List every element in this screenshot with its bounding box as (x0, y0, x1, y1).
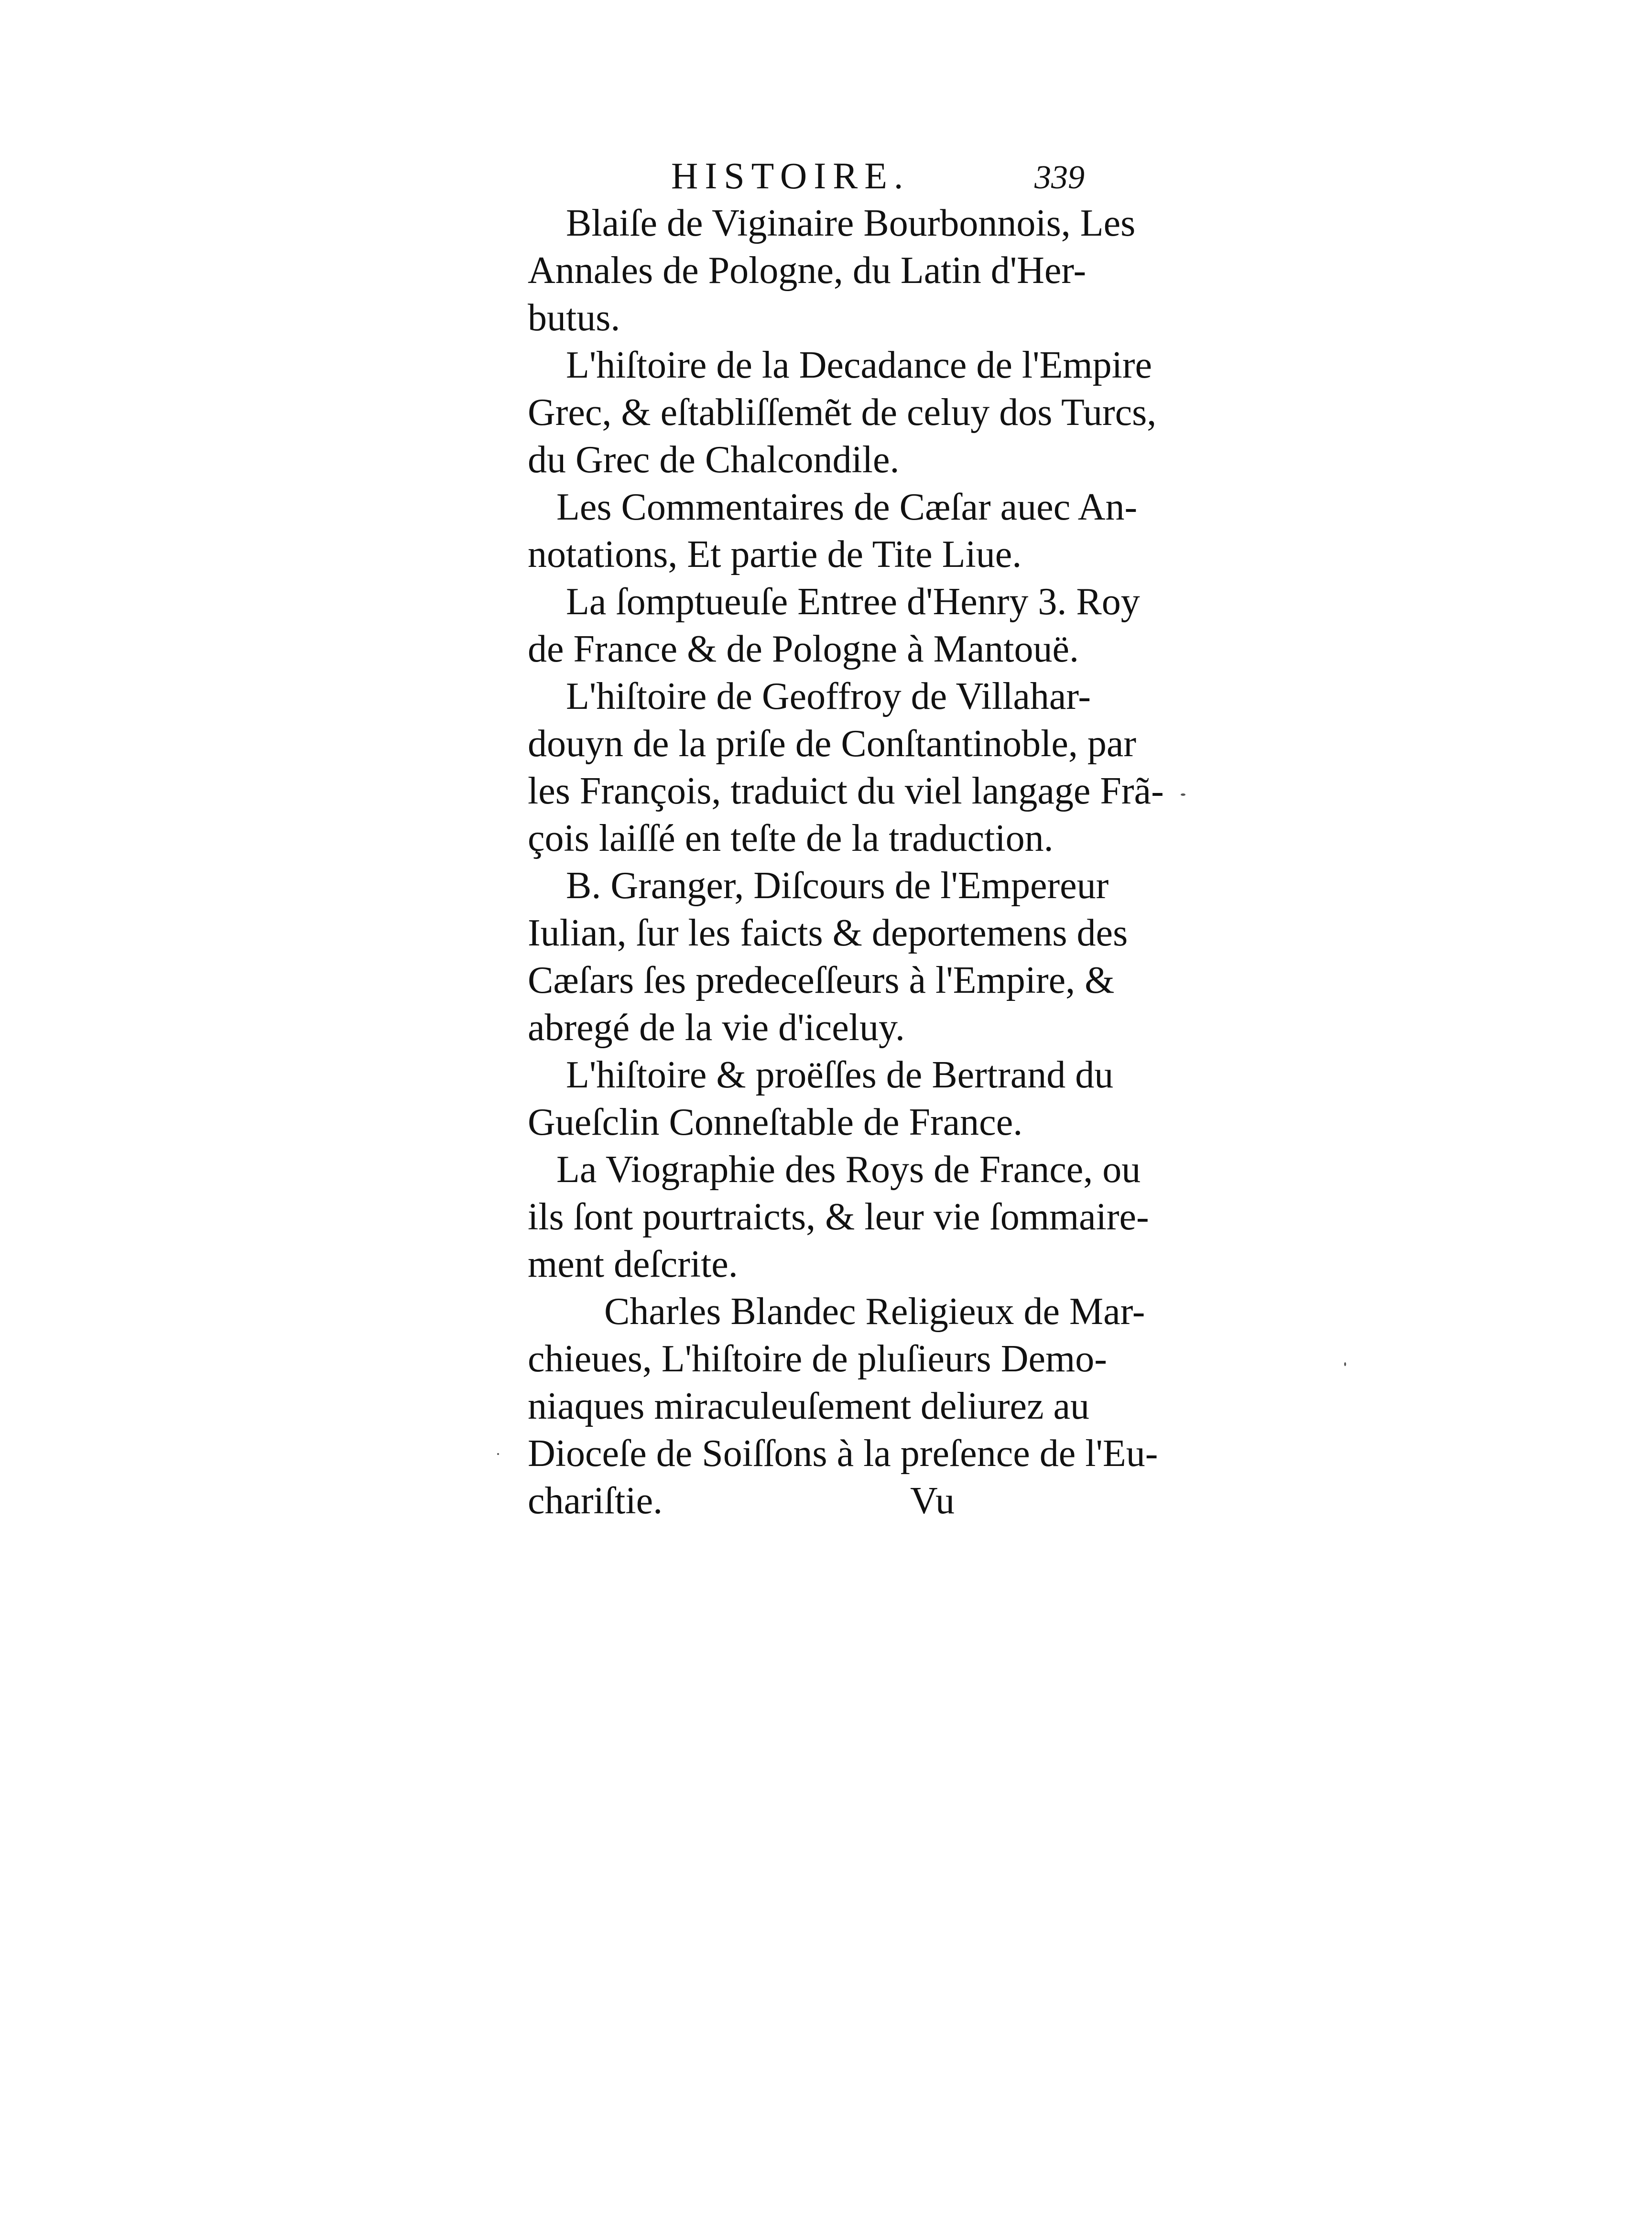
entry-line: niaques miraculeuſement deliurez au (528, 1385, 1090, 1427)
entry-line: Charles Blandec Religieux de Mar- (604, 1291, 1145, 1333)
entry-line: du Grec de Chalcondile. (528, 439, 900, 481)
bibliography-entry (528, 342, 1157, 484)
entry-line: Blaiſe de Viginaire Bourbonnois, Les (566, 202, 1136, 244)
scan-speck (1344, 1362, 1346, 1366)
entry-line: de France & de Pologne à Mantouë. (528, 628, 1079, 670)
entry-line: Iulian, ſur les faicts & deportemens des (528, 912, 1128, 954)
entry-line: L'hiſtoire de Geoffroy de Villahar- (566, 675, 1091, 717)
entry-line: L'hiſtoire de la Decadance de l'Empire (566, 344, 1152, 386)
entry-line: La ſomptueuſe Entree d'Henry 3. Roy (566, 581, 1140, 623)
entry-line: Annales de Pologne, du Latin d'Her- (528, 250, 1087, 292)
running-title: HISTOIRE. (671, 155, 910, 196)
entry-line: Cæſars ſes predeceſſeurs à l'Empire, & (528, 959, 1115, 1001)
bibliography-entry (528, 200, 1136, 342)
entry-line: Dioceſe de Soiſſons à la preſence de l'Eu- (528, 1433, 1158, 1475)
entry-line: chariſtie. (528, 1480, 663, 1522)
entry-line: les François, traduict du viel langage Frã- (528, 770, 1164, 812)
text-block (528, 152, 1164, 1525)
entry-line: notations, Et partie de Tite Liue. (528, 533, 1022, 575)
bibliography-entry (528, 862, 1128, 1052)
bibliography-entry (528, 1288, 1158, 1525)
page-header (528, 152, 1085, 200)
bibliography-entry (528, 1146, 1149, 1288)
entry-line: Gueſclin Conneſtable de France. (528, 1101, 1023, 1143)
bibliography-entry (528, 1052, 1114, 1146)
last-line-with-catchword (528, 1477, 1082, 1525)
entry-line: La Viographie des Roys de France, ou (556, 1149, 1141, 1191)
bibliography-entry (528, 673, 1164, 862)
entry-line: chieues, L'hiſtoire de pluſieurs Demo- (528, 1338, 1107, 1380)
entry-line: B. Granger, Diſcours de l'Empereur (566, 865, 1109, 907)
entry-line: L'hiſtoire & proëſſes de Bertrand du (566, 1054, 1114, 1096)
bibliography-entry (528, 484, 1138, 578)
entry-line: Grec, & eſtabliſſemẽt de celuy dos Turcs, (528, 391, 1157, 434)
entry-line: ils ſont pourtraicts, & leur vie ſommaire- (528, 1196, 1149, 1238)
page-number: 339 (1034, 159, 1085, 196)
entry-line: ment deſcrite. (528, 1243, 738, 1285)
entry-line: Les Commentaires de Cæſar auec An- (556, 486, 1138, 528)
scan-speck (497, 1453, 499, 1455)
entry-line: çois laiſſé en teſte de la traduction. (528, 817, 1054, 859)
bibliography-entry (528, 578, 1140, 673)
catchword: Vu (910, 1480, 955, 1522)
entry-line: douyn de la priſe de Conſtantinoble, par (528, 723, 1137, 765)
entry-line: abregé de la vie d'iceluy. (528, 1007, 905, 1049)
entry-line: butus. (528, 297, 620, 339)
scan-speck (1181, 793, 1185, 796)
